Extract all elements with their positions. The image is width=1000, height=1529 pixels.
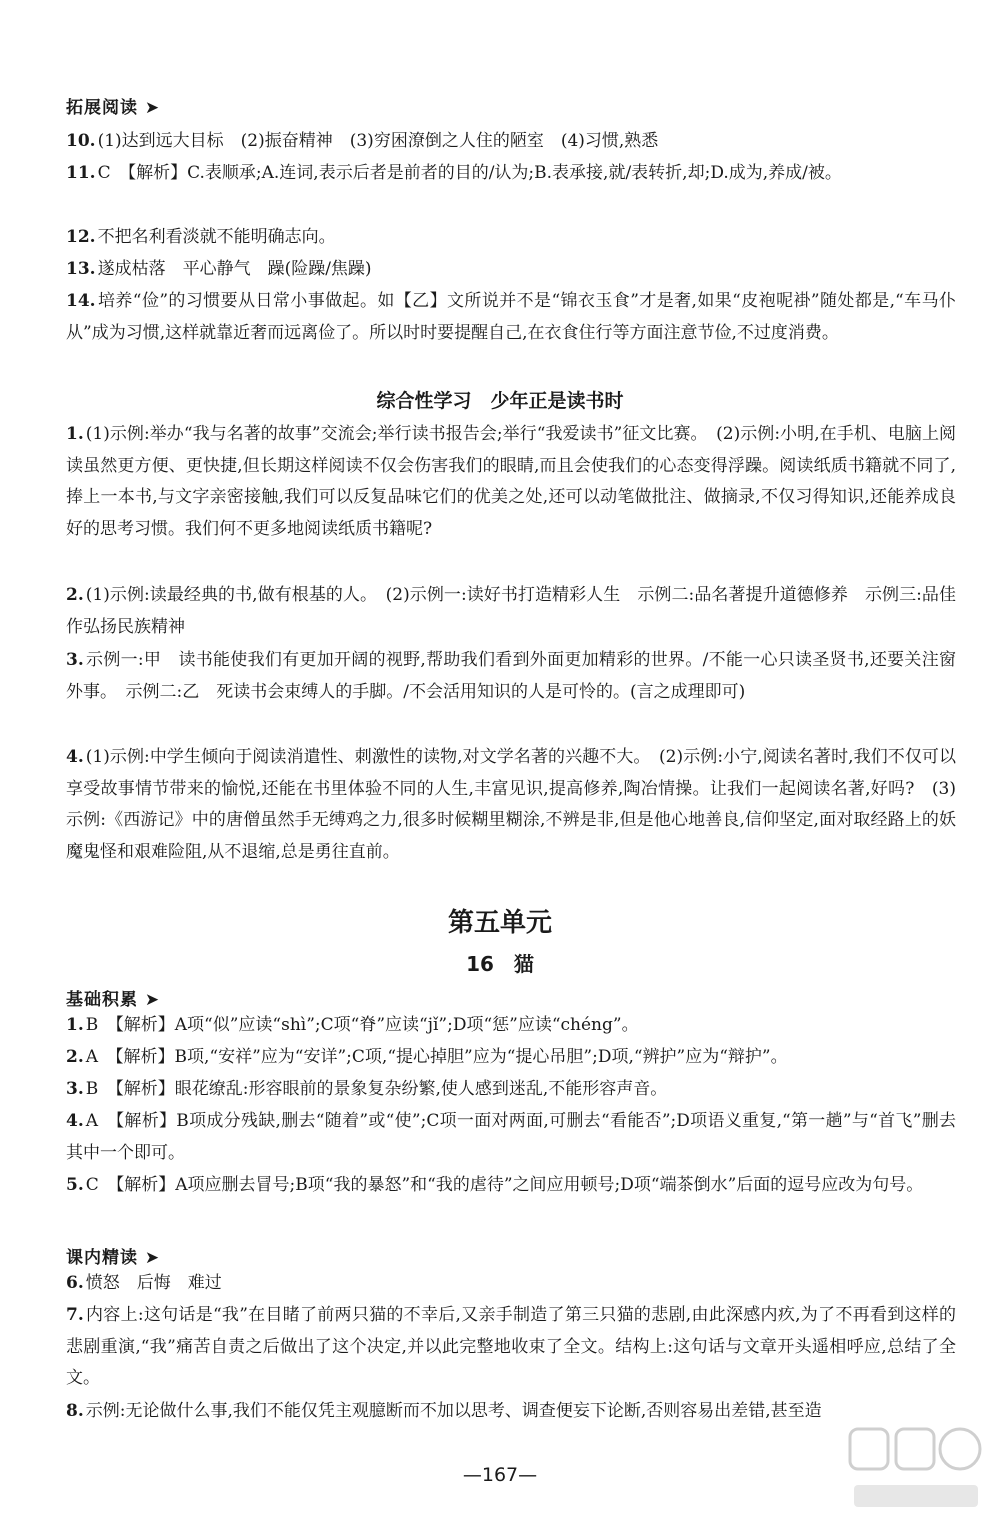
answer-item-j1 bbox=[66, 1010, 956, 1042]
answer-text: 培养“俭”的习惯要从日常小事做起。如【乙】文所说并不是“锦衣玉食”才是奢,如果“皮袍呢褂”随处都是,“车马仆从”成为习惯,这样就靠近奢而远离俭了。所以时时要提醒自己,在衣食住行等方面注意节俭,不过度消费。 bbox=[66, 291, 956, 343]
answer-item-k6 bbox=[66, 1268, 956, 1300]
answer-text: (1)示例:读最经典的书,做有根基的人。 (2)示例一:读好书打造精彩人生 示例二:品名著提升道德修养 示例三:品佳作弘扬民族精神 bbox=[66, 585, 956, 637]
answer-item-j3 bbox=[66, 1074, 956, 1106]
answer-number: 8. bbox=[66, 1401, 84, 1421]
answer-item-z1 bbox=[66, 419, 956, 545]
answer-text: 愤怒 后悔 难过 bbox=[85, 1273, 222, 1293]
answer-item-z2 bbox=[66, 580, 956, 643]
answer-text: C 【解析】C.表顺承;A.连词,表示后者是前者的目的/认为;B.表承接,就/表转折,却;D.成为,养成/被。 bbox=[97, 163, 842, 183]
answer-item-10 bbox=[66, 126, 956, 158]
answer-number: 4. bbox=[66, 747, 84, 767]
answer-number: 4. bbox=[66, 1111, 84, 1131]
answer-text: 不把名利看淡就不能明确志向。 bbox=[97, 227, 336, 247]
answer-item-j5 bbox=[66, 1170, 956, 1202]
answer-number: 12. bbox=[66, 227, 96, 247]
answer-text: 内容上:这句话是“我”在目睹了前两只猫的不幸后,又亲手制造了第三只猫的悲剧,由此深感内疚,为了不再看到这样的悲剧重演,“我”痛苦自责之后做出了这个决定,并以此完整地收束了全文。结构上:这句话与文章开头遥相呼应,总结了全文。 bbox=[66, 1305, 956, 1388]
answer-number: 3. bbox=[66, 650, 84, 670]
answer-text: (1)达到远大目标 (2)振奋精神 (3)穷困潦倒之人住的陋室 (4)习惯,熟悉 bbox=[97, 131, 659, 151]
answer-number: 7. bbox=[66, 1305, 84, 1325]
answer-number: 1. bbox=[66, 424, 84, 444]
answer-text: A 【解析】B项成分残缺,删去“随着”或“使”;C项一面对两面,可删去“看能否”;D项语义重复,“第一趟”与“首飞”删去其中一个即可。 bbox=[66, 1111, 956, 1163]
section-title-zonghexing: 综合性学习 少年正是读书时 bbox=[376, 390, 624, 412]
answer-item-k7 bbox=[66, 1300, 956, 1395]
answer-number: 2. bbox=[66, 585, 84, 605]
answer-text: B 【解析】眼花缭乱:形容眼前的景象复杂纷繁,使人感到迷乱,不能形容声音。 bbox=[85, 1079, 668, 1099]
answer-number: 11. bbox=[66, 163, 96, 183]
answer-item-11 bbox=[66, 158, 956, 190]
answer-number: 5. bbox=[66, 1175, 84, 1195]
answer-number: 13. bbox=[66, 259, 96, 279]
answer-number: 6. bbox=[66, 1273, 84, 1293]
section-jichu-jilei: 基础积累 ➤ bbox=[66, 990, 161, 1010]
page-number: —167— bbox=[462, 1464, 538, 1486]
answer-item-14 bbox=[66, 286, 956, 349]
watermark-logo bbox=[846, 1423, 986, 1521]
section-kenei-jingdu: 课内精读 ➤ bbox=[66, 1248, 161, 1268]
unit-title: 第五单元 bbox=[447, 908, 552, 938]
answer-text: (1)示例:中学生倾向于阅读消遣性、刺激性的读物,对文学名著的兴趣不大。 (2)示例:小宁,阅读名著时,我们不仅可以享受故事情节带来的愉悦,还能在书里体验不同的人生,丰富见识,提高修养,陶冶情操。让我们一起阅读名著,好吗? (3)示例:《西游记》中的唐僧虽然手无缚鸡之力,很多时候糊里糊涂,不辨是非,但是他心地善良,信仰坚定,面对取经路上的妖魔鬼怪和艰难险阻,从不退缩,总是勇往直前。 bbox=[66, 747, 956, 862]
answer-item-12 bbox=[66, 222, 956, 254]
section-tuozhan-yuedu: 拓展阅读 ➤ bbox=[66, 98, 161, 118]
answer-text: 遂成枯落 平心静气 躁(险躁/焦躁) bbox=[97, 259, 372, 279]
lesson-title: 16 猫 bbox=[466, 952, 534, 976]
answer-item-j4 bbox=[66, 1106, 956, 1169]
answer-item-z4 bbox=[66, 742, 956, 868]
answer-text: A 【解析】B项,“安祥”应为“安详”;C项,“提心掉胆”应为“提心吊胆”;D项,“辨护”应为“辩护”。 bbox=[85, 1047, 788, 1067]
answer-text: 示例:无论做什么事,我们不能仅凭主观臆断而不加以思考、调查便妄下论断,否则容易出差错,甚至造 bbox=[85, 1401, 822, 1421]
answer-item-z3 bbox=[66, 645, 956, 708]
answer-number: 14. bbox=[66, 291, 96, 311]
answer-item-13 bbox=[66, 254, 956, 286]
answer-number: 2. bbox=[66, 1047, 84, 1067]
answer-text: B 【解析】A项“似”应读“shì”;C项“脊”应读“jǐ”;D项“惩”应读“chéng”。 bbox=[85, 1015, 639, 1035]
answer-item-j2 bbox=[66, 1042, 956, 1074]
answer-item-k8 bbox=[66, 1396, 956, 1428]
answer-text: C 【解析】A项应删去冒号;B项“我的暴怒”和“我的虐待”之间应用顿号;D项“端茶倒水”后面的逗号应改为句号。 bbox=[85, 1175, 924, 1195]
answer-text: (1)示例:举办“我与名著的故事”交流会;举行读书报告会;举行“我爱读书”征文比赛。 (2)示例:小明,在手机、电脑上阅读虽然更方便、更快捷,但长期这样阅读不仅会伤害我们的眼睛,而且会使我们的心态变得浮躁。阅读纸质书籍就不同了,捧上一本书,与文字亲密接触,我们可以反复品味它们的优美之处,还可以动笔做批注、做摘录,不仅习得知识,还能养成良好的思考习惯。我们何不更多地阅读纸质书籍呢? bbox=[66, 424, 956, 539]
answer-number: 1. bbox=[66, 1015, 84, 1035]
answer-number: 10. bbox=[66, 131, 96, 151]
answer-number: 3. bbox=[66, 1079, 84, 1099]
answer-text: 示例一:甲 读书能使我们有更加开阔的视野,帮助我们看到外面更加精彩的世界。/不能一心只读圣贤书,还要关注窗外事。 示例二:乙 死读书会束缚人的手脚。/不会活用知识的人是可怜的。(言之成理即可) bbox=[66, 650, 956, 702]
